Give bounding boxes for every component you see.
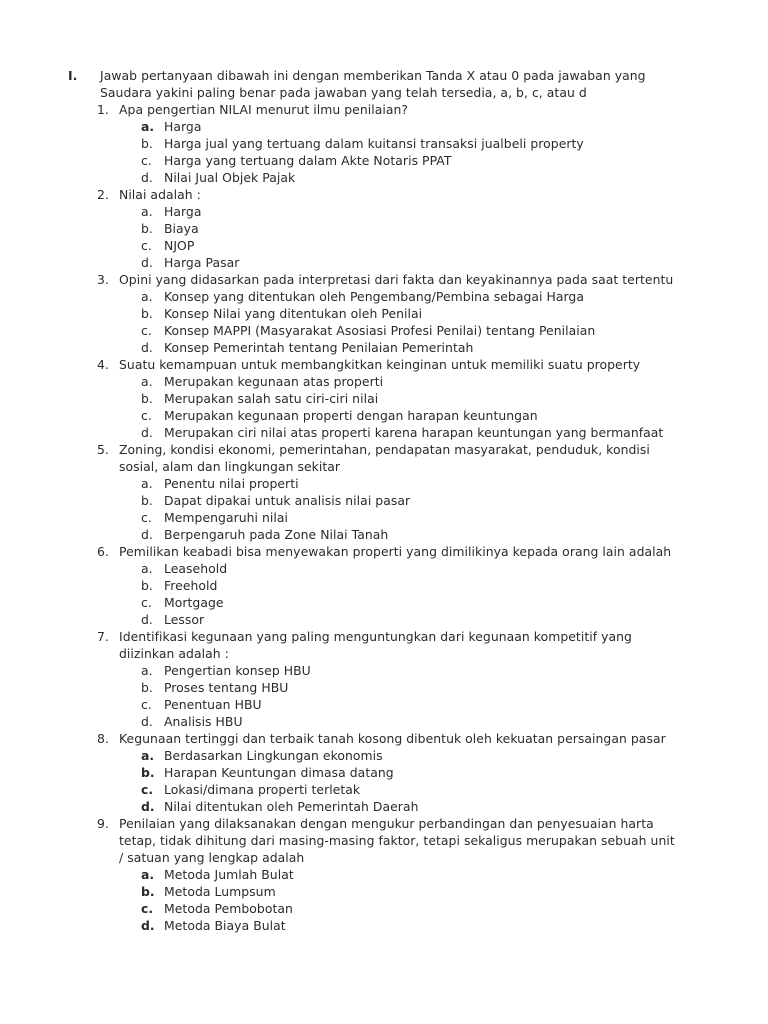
- answer-option[interactable]: [68, 407, 708, 424]
- question-text: Suatu kemampuan untuk membangkitkan keinginan untuk memiliki suatu property: [119, 357, 641, 372]
- option-letter: d.: [141, 918, 155, 933]
- option-text: Merupakan ciri nilai atas properti karena harapan keuntungan yang bermanfaat: [164, 425, 664, 440]
- answer-option[interactable]: [68, 577, 708, 594]
- question-item: [68, 271, 708, 356]
- option-letter: b.: [141, 578, 153, 593]
- question-number: 6.: [97, 544, 109, 559]
- quiz-section: [68, 67, 708, 934]
- answer-option[interactable]: [68, 713, 708, 730]
- option-letter: d.: [141, 714, 153, 729]
- option-list: [119, 866, 708, 934]
- answer-option[interactable]: [68, 152, 708, 169]
- option-letter: c.: [141, 153, 152, 168]
- answer-option[interactable]: [68, 611, 708, 628]
- answer-option[interactable]: [68, 798, 708, 815]
- question-item: [68, 186, 708, 271]
- option-text: Metoda Pembobotan: [164, 901, 293, 916]
- option-letter: b.: [141, 391, 153, 406]
- question-number: 9.: [97, 816, 109, 831]
- option-list: [119, 288, 708, 356]
- answer-option[interactable]: [68, 203, 708, 220]
- option-letter: a.: [141, 561, 153, 576]
- question-number: 5.: [97, 442, 109, 457]
- option-text: Leasehold: [164, 561, 228, 576]
- option-letter: b.: [141, 884, 155, 899]
- option-text: Mempengaruhi nilai: [164, 510, 289, 525]
- question-number: 2.: [97, 187, 109, 202]
- option-list: [119, 560, 708, 628]
- option-text: Penentu nilai properti: [164, 476, 299, 491]
- option-letter: b.: [141, 680, 153, 695]
- answer-option[interactable]: [68, 135, 708, 152]
- answer-option[interactable]: [68, 237, 708, 254]
- option-text: Dapat dipakai untuk analisis nilai pasar: [164, 493, 411, 508]
- option-letter: d.: [141, 425, 153, 440]
- option-text: Harga Pasar: [164, 255, 240, 270]
- question-number: 3.: [97, 272, 109, 287]
- answer-option[interactable]: [68, 169, 708, 186]
- answer-option[interactable]: [68, 220, 708, 237]
- question-text: sosial, alam dan lingkungan sekitar: [119, 459, 341, 474]
- option-letter: b.: [141, 765, 155, 780]
- option-letter: c.: [141, 323, 152, 338]
- question-number: 7.: [97, 629, 109, 644]
- answer-option[interactable]: [68, 883, 708, 900]
- question-item: [68, 543, 708, 628]
- question-text: Opini yang didasarkan pada interpretasi dari fakta dan keyakinannya pada saat tertentu: [119, 272, 674, 287]
- section-marker: I.: [68, 68, 78, 83]
- option-letter: c.: [141, 782, 154, 797]
- answer-option[interactable]: [68, 254, 708, 271]
- option-text: Harga jual yang tertuang dalam kuitansi transaksi jualbeli property: [164, 136, 584, 151]
- option-text: Harapan Keuntungan dimasa datang: [164, 765, 394, 780]
- answer-option[interactable]: [68, 424, 708, 441]
- option-letter: b.: [141, 306, 153, 321]
- option-text: Penentuan HBU: [164, 697, 262, 712]
- option-list: [119, 203, 708, 271]
- question-number: 8.: [97, 731, 109, 746]
- answer-option[interactable]: [68, 339, 708, 356]
- option-letter: a.: [141, 867, 155, 882]
- answer-option[interactable]: [68, 118, 708, 135]
- option-letter: c.: [141, 595, 152, 610]
- option-letter: d.: [141, 612, 153, 627]
- answer-option[interactable]: [68, 747, 708, 764]
- option-letter: c.: [141, 408, 152, 423]
- option-letter: d.: [141, 340, 153, 355]
- answer-option[interactable]: [68, 662, 708, 679]
- question-item: [68, 441, 708, 543]
- option-letter: d.: [141, 255, 153, 270]
- option-text: Konsep yang ditentukan oleh Pengembang/Pembina sebagai Harga: [164, 289, 584, 304]
- answer-option[interactable]: [68, 764, 708, 781]
- option-text: Konsep Pemerintah tentang Penilaian Pemerintah: [164, 340, 474, 355]
- option-text: Proses tentang HBU: [164, 680, 289, 695]
- option-text: Merupakan kegunaan atas properti: [164, 374, 384, 389]
- option-letter: a.: [141, 374, 153, 389]
- option-text: Lokasi/dimana properti terletak: [164, 782, 361, 797]
- option-text: Metoda Biaya Bulat: [164, 918, 286, 933]
- option-text: Harga yang tertuang dalam Akte Notaris PPAT: [164, 153, 452, 168]
- question-list: [68, 101, 708, 934]
- option-text: Pengertian konsep HBU: [164, 663, 311, 678]
- option-text: Metoda Jumlah Bulat: [164, 867, 294, 882]
- question-number: 4.: [97, 357, 109, 372]
- option-letter: a.: [141, 748, 155, 763]
- instruction-line: Saudara yakini paling benar pada jawaban yang telah tersedia, a, b, c, atau d: [100, 85, 587, 100]
- answer-option[interactable]: [68, 781, 708, 798]
- option-letter: b.: [141, 136, 153, 151]
- instruction-line: Jawab pertanyaan dibawah ini dengan memberikan Tanda X atau 0 pada jawaban yang: [100, 68, 646, 83]
- option-letter: a.: [141, 204, 153, 219]
- question-item: [68, 101, 708, 186]
- answer-option[interactable]: [68, 322, 708, 339]
- option-letter: c.: [141, 238, 152, 253]
- question-text: diizinkan adalah :: [119, 646, 229, 661]
- option-text: Merupakan salah satu ciri-ciri nilai: [164, 391, 379, 406]
- question-text: Apa pengertian NILAI menurut ilmu penilaian?: [119, 102, 409, 117]
- option-text: Metoda Lumpsum: [164, 884, 276, 899]
- question-text: / satuan yang lengkap adalah: [119, 850, 305, 865]
- question-text: Penilaian yang dilaksanakan dengan mengukur perbandingan dan penyesuaian harta: [119, 816, 654, 831]
- option-list: [119, 373, 708, 441]
- option-text: NJOP: [164, 238, 195, 253]
- option-letter: b.: [141, 221, 153, 236]
- option-text: Mortgage: [164, 595, 224, 610]
- answer-option[interactable]: [68, 305, 708, 322]
- option-letter: a.: [141, 289, 153, 304]
- answer-option[interactable]: [68, 866, 708, 883]
- option-text: Lessor: [164, 612, 205, 627]
- answer-option[interactable]: [68, 526, 708, 543]
- option-text: Harga: [164, 119, 202, 134]
- option-list: [119, 662, 708, 730]
- answer-option[interactable]: [68, 696, 708, 713]
- option-text: Konsep Nilai yang ditentukan oleh Penilai: [164, 306, 423, 321]
- question-text: tetap, tidak dihitung dari masing-masing faktor, tetapi sekaligus merupakan sebuah unit: [119, 833, 675, 848]
- question-item: [68, 356, 708, 441]
- answer-option[interactable]: [68, 492, 708, 509]
- option-text: Berpengaruh pada Zone Nilai Tanah: [164, 527, 389, 542]
- option-list: [119, 475, 708, 543]
- question-item: [68, 815, 708, 934]
- option-text: Analisis HBU: [164, 714, 243, 729]
- option-letter: a.: [141, 476, 153, 491]
- answer-option[interactable]: [68, 390, 708, 407]
- question-item: [68, 730, 708, 815]
- question-text: Pemilikan keabadi bisa menyewakan properti yang dimilikinya kepada orang lain adalah: [119, 544, 672, 559]
- option-letter: d.: [141, 799, 155, 814]
- answer-option[interactable]: [68, 917, 708, 934]
- option-letter: d.: [141, 527, 153, 542]
- option-letter: c.: [141, 901, 154, 916]
- option-letter: c.: [141, 510, 152, 525]
- answer-option[interactable]: [68, 679, 708, 696]
- option-text: Konsep MAPPI (Masyarakat Asosiasi Profesi Penilai) tentang Penilaian: [164, 323, 596, 338]
- question-text: Kegunaan tertinggi dan terbaik tanah kosong dibentuk oleh kekuatan persaingan pasar: [119, 731, 666, 746]
- option-text: Nilai ditentukan oleh Pemerintah Daerah: [164, 799, 419, 814]
- option-text: Biaya: [164, 221, 199, 236]
- option-text: Berdasarkan Lingkungan ekonomis: [164, 748, 383, 763]
- question-number: 1.: [97, 102, 109, 117]
- option-text: Freehold: [164, 578, 218, 593]
- option-letter: b.: [141, 493, 153, 508]
- question-item: [68, 628, 708, 730]
- answer-option[interactable]: [68, 900, 708, 917]
- option-letter: d.: [141, 170, 153, 185]
- answer-option[interactable]: [68, 288, 708, 305]
- answer-option[interactable]: [68, 594, 708, 611]
- option-text: Merupakan kegunaan properti dengan harapan keuntungan: [164, 408, 538, 423]
- answer-option[interactable]: [68, 560, 708, 577]
- answer-option[interactable]: [68, 509, 708, 526]
- section-instructions: [68, 67, 708, 101]
- option-letter: a.: [141, 119, 155, 134]
- question-text: Zoning, kondisi ekonomi, pemerintahan, pendapatan masyarakat, penduduk, kondisi: [119, 442, 650, 457]
- answer-option[interactable]: [68, 373, 708, 390]
- option-list: [119, 747, 708, 815]
- option-text: Harga: [164, 204, 202, 219]
- answer-option[interactable]: [68, 475, 708, 492]
- option-letter: a.: [141, 663, 153, 678]
- option-letter: c.: [141, 697, 152, 712]
- question-text: Identifikasi kegunaan yang paling menguntungkan dari kegunaan kompetitif yang: [119, 629, 632, 644]
- option-list: [119, 118, 708, 186]
- question-text: Nilai adalah :: [119, 187, 201, 202]
- option-text: Nilai Jual Objek Pajak: [164, 170, 296, 185]
